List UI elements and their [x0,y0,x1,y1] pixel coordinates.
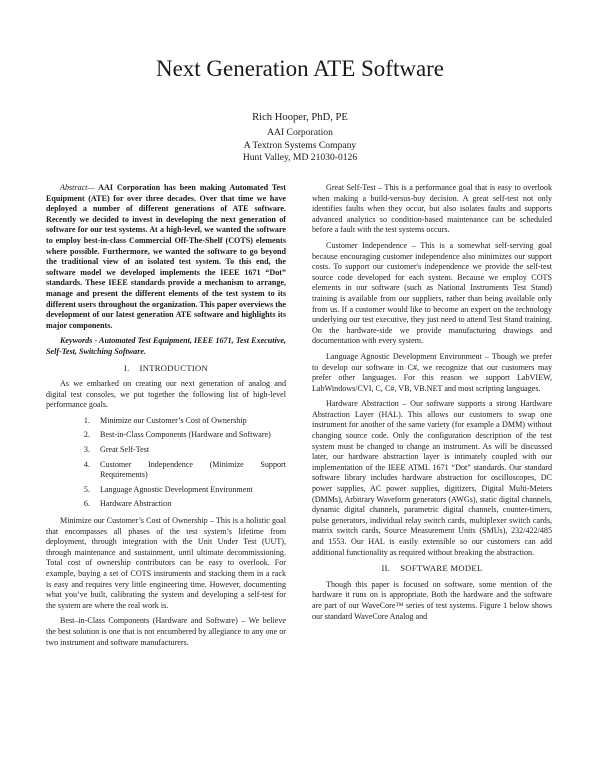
paragraph-software-model: Though this paper is focused on software, some mention of the hardware it runs on is appropriate. Both the hardware and the software are part of our WaveCore™ series of test systems. Figure 1 below shows our standard WaveCore Analog and [312,579,552,621]
abstract-label: Abstract— [60,183,95,192]
paper-title: Next Generation ATE Software [155,56,445,81]
section-number: II. [381,563,391,574]
affiliation-line: Hunt Valley, MD 21030-0126 [242,152,358,163]
abstract [46,183,286,331]
section-title-rest: OFTWARE [405,563,451,574]
author-block [0,110,600,165]
keywords-label: Keywords [60,336,93,346]
goal-item: 6. Hardware Abstraction [92,499,286,510]
right-column [312,183,552,627]
paragraph-language-agnostic: Language Agnostic Development Environment – Though we prefer to develop our software in C#, we recognize that our customers may prefer other languages. For this reason we support LabVIEW, LabWindows/CVI, C, C#, VB, VB.NET and most scripting languages. [312,351,552,393]
section-heading-software-model [312,563,552,574]
goals-list [46,416,286,510]
paragraph-self-test: Great Self-Test – This is a performance goal that is easy to overlook when making a build-versus-buy decision. A great self-test not only identifies faults when they occur, but also isolates faults and supports advanced analytics so condition-based maintenance can be scheduled before a fault with the test systems occurs. [312,183,552,235]
paragraph-customer-independence: Customer Independence – This is a somewhat self-serving goal because encouraging customer independence also minimizes our support costs. To support our customer's independence we provide the self-test source code developed for each system. Because we employ COTS elements in our software (such as National Instruments Test Stand) training is available from our suppliers, rather than being available only from us. If a customer would like to become an expert on the technology underlying our test executive, they just need to attend Test Stand training. On the hardware-side we provide manufacturing drawings and documentation with every system. [312,240,552,346]
goal-item: 4. Customer Independence (Minimize Support Requirements) [92,460,286,481]
goal-item: 1. Minimize our Customer’s Cost of Ownership [92,416,286,427]
paragraph-hardware-abstraction: Hardware Abstraction – Our software supports a strong Hardware Abstraction Layer (HAL). This allows our customers to swap one instrument for another of the same variety (for example a DMM) without changing source code. Only the configuration description of the test system must be changed to change an instrument. As will be discussed later, our hardware abstraction layer is intimately coupled with our implementation of the IEEE ATML 1671 “Dot” standards. Our standard software library includes hardware abstraction for oscilloscopes, DC power supplies, AC power supplies, digitizers, Digital Multi-Meters (DMMs), Arbitrary Waveform generators (AWGs), static digital channels, dynamic digital channels, parametric digital channels, counter-timers, pulse generators, individual relay switch cards, multiplexer switch cards, matrix switch cards, Source Measurement Units (SMUs), 232/422/485 and 1553. Our HAL is easily extensible so our customers can add additional functionality as required without breaking the abstraction. [312,399,552,557]
intro-lead-paragraph: As we embarked on creating our next generation of analog and digital test consoles, we put together the following list of high-level performance goals. [46,379,286,410]
section-title-initial: S [400,563,406,574]
keywords-text: - Automated Test Equipment, IEEE 1671, Test Executive, Self-Test, Switching Software. [46,336,286,356]
section-title-initial: M [450,563,459,574]
section-heading-introduction [46,363,286,374]
left-column [46,183,286,653]
goal-item: 3. Great Self-Test [92,445,286,456]
author-name: Rich Hooper, PhD, PE [252,112,348,123]
abstract-text: AAI Corporation has been making Automated Test Equipment (ATE) for over three decades. Over that time we have deployed a number of different generations of ATE software. Recently we decided to invest in developing the next generation of software for our test systems. At a high-level, we wanted the software to employ best-in-class Commercial Off-The-Shelf (COTS) elements where possible. Furthermore, we wanted the software to go beyond the traditional view of an isolated test system. To this end, the software model we developed implements the IEEE 1671 “Dot” standards. These IEEE standards provide a mechanism to arrange, manage and present the different elements of the test system to its different users throughout the organization. This paper overviews the development of our latest generation ATE software and highlights its major components. [46,183,286,330]
section-number: I. [123,362,130,373]
goal-item: 5. Language Agnostic Development Environment [92,485,286,496]
goal-item: 2. Best-in-Class Components (Hardware and Software) [92,430,286,441]
affiliation-line: A Textron Systems Company [243,139,357,151]
keywords [46,336,286,357]
section-title-initial: I [139,362,143,373]
affiliation-line: AAI Corporation [267,127,333,138]
paragraph-cost-of-ownership: Minimize our Customer’s Cost of Ownership – This is a holistic goal that encompasses all phases of the test system’s lifetime from deployment, through integration with the Unit Under Test (UUT), through maintenance and sustainment, until ultimate decommissioning. Total cost of ownership contributors can be easy to overlook. For example, buying a set of COTS instruments and stacking them in a rack is easy and requires very little engineering time. However, documenting what you’ve built, calibrating the system and developing a self-test for the system are where the real work is. [46,516,286,610]
paragraph-best-in-class: Best–in-Class Components (Hardware and Software) – We believe the best solution is one that is not encumbered by allegiance to any one or two instrument and software manufacturers. [46,616,286,647]
section-title-rest: NTRODUCTION [142,362,209,373]
section-title-rest: ODEL [458,563,483,574]
